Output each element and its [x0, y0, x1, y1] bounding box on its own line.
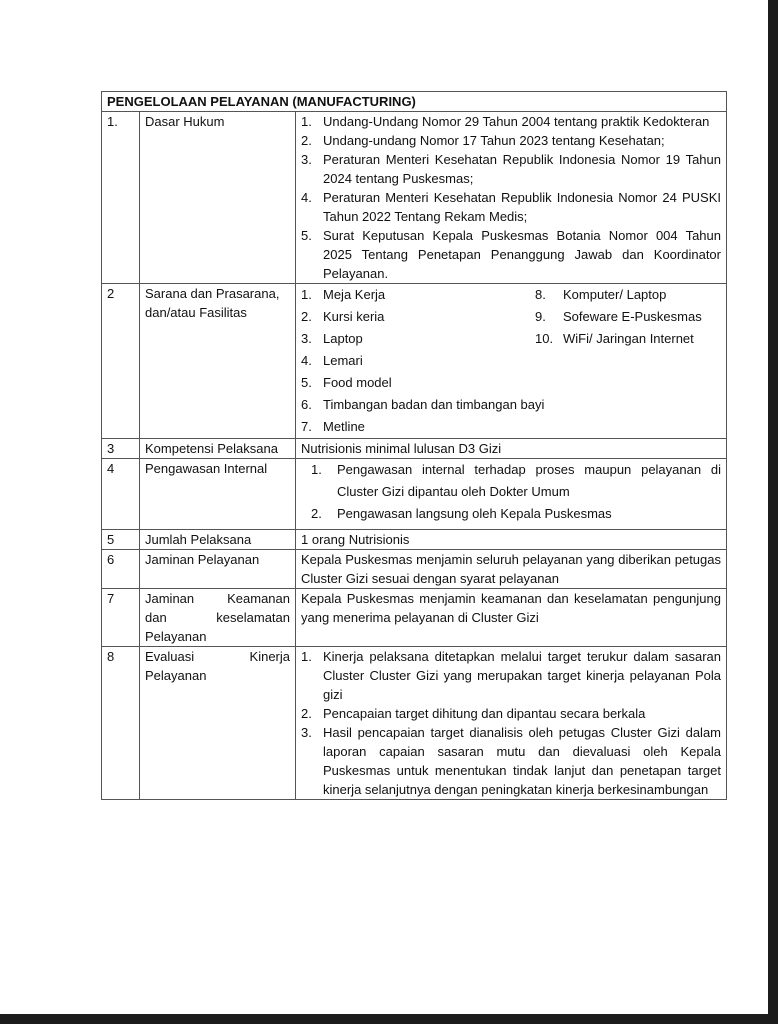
service-management-table	[101, 91, 727, 800]
row-text: Kepala Puskesmas menjamin keamanan dan keselamatan pengunjung yang menerima pelayanan di Cluster Gizi	[296, 589, 727, 647]
page-edge-shadow-bottom	[0, 1014, 778, 1024]
row-label: Jaminan Pelayanan	[140, 550, 296, 589]
row-label-line: Evaluasi Kinerja	[145, 649, 290, 664]
list-item: 3. Hasil pencapaian target dianalisis oleh petugas Cluster Gizi dalam laporan capaian sasaran mutu dan dievaluasi oleh Kepala Puskesmas untuk menentukan tindak lanjut dan penetapan target kinerja selanjutnya dengan peningkatan kinerja berkesinambungan	[301, 725, 721, 797]
list-item: 9. Sofeware E-Puskesmas	[535, 309, 702, 324]
list-item: 8. Komputer/ Laptop	[535, 287, 667, 302]
table-row	[102, 439, 727, 459]
table-row	[102, 550, 727, 589]
facilities-columns	[301, 284, 721, 438]
table-row	[102, 459, 727, 530]
row-label-line: dan keselamatan	[145, 610, 290, 625]
row-label: Pengawasan Internal	[140, 459, 296, 530]
row-number: 6	[102, 550, 140, 589]
row-number: 5	[102, 530, 140, 550]
table-row	[102, 112, 727, 284]
table-header-row	[102, 92, 727, 112]
list-item: 2. Pengawasan langsung oleh Kepala Puskesmas	[311, 506, 612, 521]
row-content	[296, 284, 727, 439]
row-content	[296, 647, 727, 800]
list-item: 4. Lemari	[301, 353, 363, 368]
list-item: 2. Pencapaian target dihitung dan dipantau secara berkala	[301, 706, 646, 721]
row-number: 3	[102, 439, 140, 459]
facilities-list-right	[535, 284, 721, 350]
list-item: 1. Meja Kerja	[301, 287, 386, 302]
table-row	[102, 284, 727, 439]
list-item: 1. Kinerja pelaksana ditetapkan melalui target terukur dalam sasaran Cluster Cluster Gizi yang merupakan target kinerja pelayanan Pola gizi	[301, 649, 721, 702]
row-number: 7	[102, 589, 140, 647]
table-row	[102, 530, 727, 550]
list-item: 5. Surat Keputusan Kepala Puskesmas Botania Nomor 004 Tahun 2025 Tentang Penetapan Penanggung Jawab dan Koordinator Pelayanan.	[301, 228, 721, 281]
facilities-list-left	[301, 284, 545, 438]
list-item: 1. Pengawasan internal terhadap proses maupun pelayanan di Cluster Gizi dipantau oleh Dokter Umum	[311, 462, 721, 499]
table-row	[102, 589, 727, 647]
row-number: 8	[102, 647, 140, 800]
table-title: PENGELOLAAN PELAYANAN (MANUFACTURING)	[102, 92, 727, 112]
row-label-line: Pelayanan	[145, 668, 207, 683]
list-item: 3. Laptop	[301, 331, 363, 346]
list-item: 2. Undang-undang Nomor 17 Tahun 2023 tentang Kesehatan;	[301, 133, 665, 148]
row-label	[140, 647, 296, 800]
row-text: Kepala Puskesmas menjamin seluruh pelayanan yang diberikan petugas Cluster Gizi sesuai dengan syarat pelayanan	[296, 550, 727, 589]
row-label: Sarana dan Prasarana, dan/atau Fasilitas	[140, 284, 296, 439]
row-label: Kompetensi Pelaksana	[140, 439, 296, 459]
list-item: 4. Peraturan Menteri Kesehatan Republik Indonesia Nomor 24 PUSKI Tahun 2022 Tentang Rekam Medis;	[301, 190, 721, 224]
list-item: 10. WiFi/ Jaringan Internet	[535, 331, 694, 346]
row-number: 1.	[102, 112, 140, 284]
list-item: 2. Kursi keria	[301, 309, 385, 324]
row-label	[140, 589, 296, 647]
internal-supervision-list	[301, 459, 721, 525]
row-content	[296, 112, 727, 284]
row-label-line: Jaminan Keamanan	[145, 591, 290, 606]
row-label-line: Pelayanan	[145, 629, 207, 644]
row-text: 1 orang Nutrisionis	[296, 530, 727, 550]
row-number: 4	[102, 459, 140, 530]
page-edge-shadow-right	[768, 0, 778, 1024]
table-row	[102, 647, 727, 800]
row-number: 2	[102, 284, 140, 439]
list-item: 7. Metline	[301, 419, 365, 434]
legal-basis-list	[301, 112, 721, 283]
row-content	[296, 459, 727, 530]
row-label: Dasar Hukum	[140, 112, 296, 284]
list-item: 5. Food model	[301, 375, 392, 390]
row-label: Jumlah Pelaksana	[140, 530, 296, 550]
performance-evaluation-list	[301, 647, 721, 799]
list-item: 6. Timbangan badan dan timbangan bayi	[301, 397, 545, 412]
list-item: 3. Peraturan Menteri Kesehatan Republik Indonesia Nomor 19 Tahun 2024 tentang Puskesmas;	[301, 152, 721, 186]
row-text: Nutrisionis minimal lulusan D3 Gizi	[296, 439, 727, 459]
list-item: 1. Undang-Undang Nomor 29 Tahun 2004 tentang praktik Kedokteran	[301, 114, 710, 129]
